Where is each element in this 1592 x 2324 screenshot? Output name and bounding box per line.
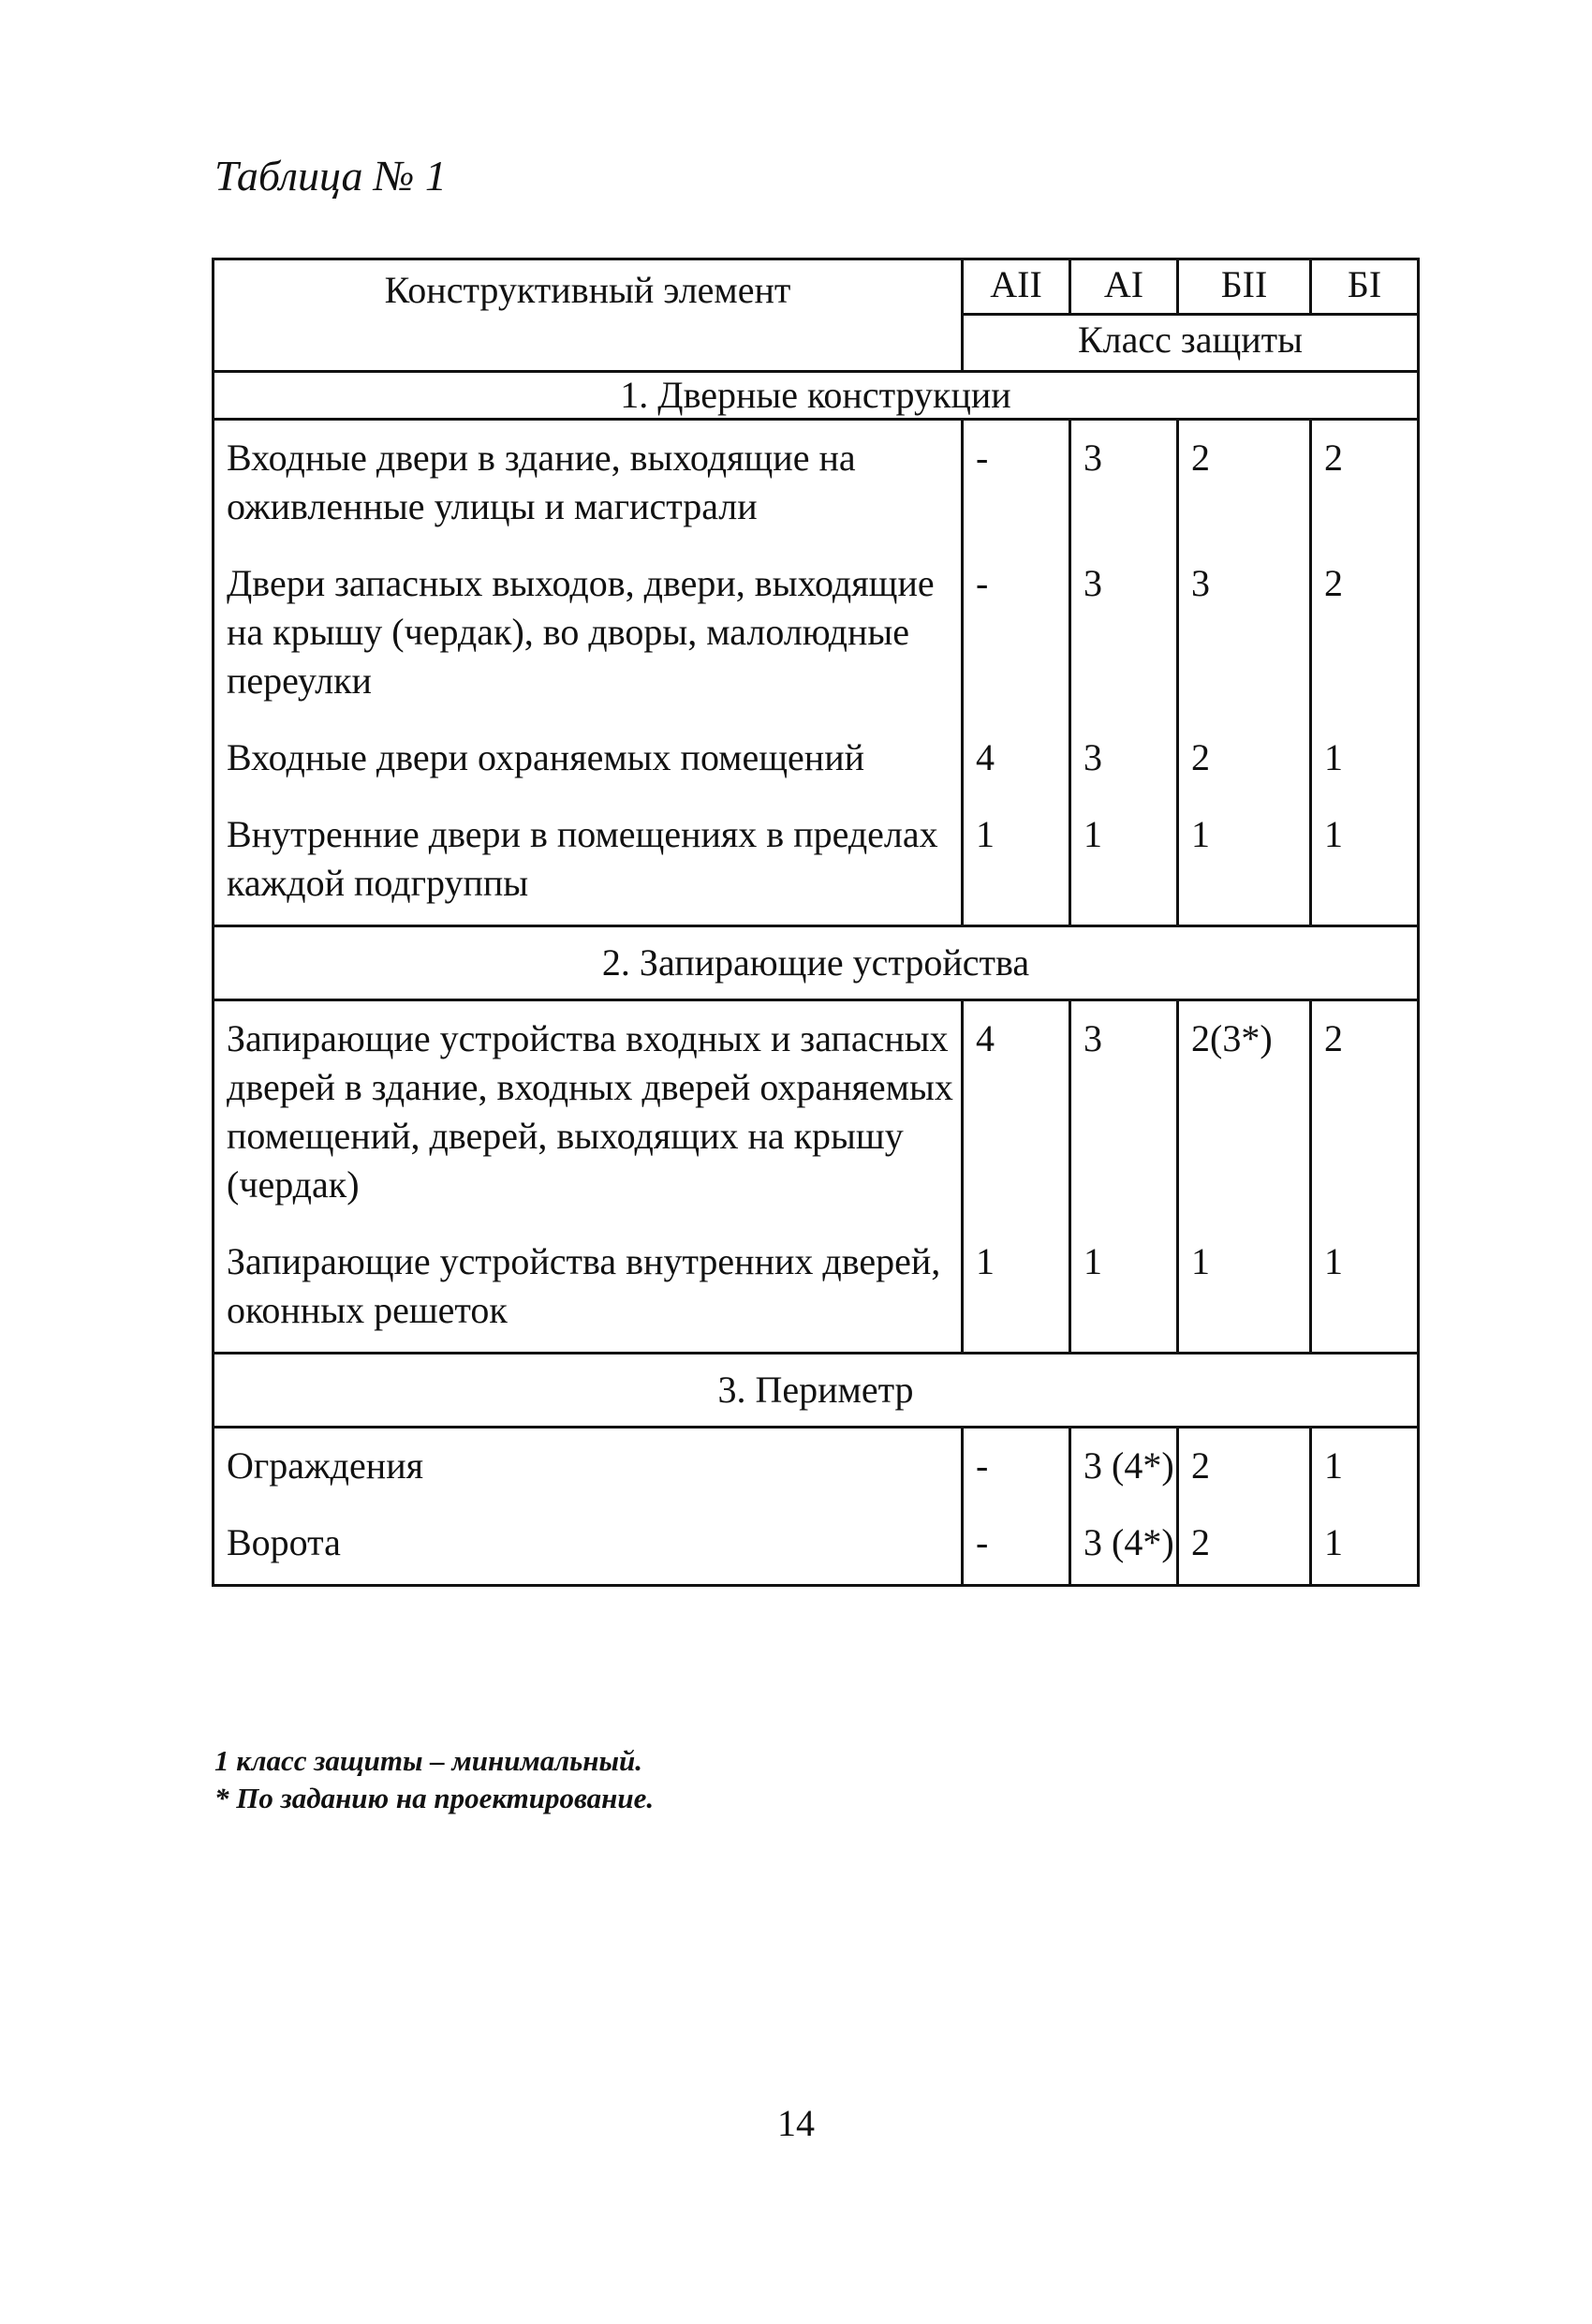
row-value: 3 bbox=[1070, 722, 1178, 799]
row-value: 1 bbox=[1311, 722, 1419, 799]
row-value: 1 bbox=[1311, 1226, 1419, 1354]
row-value: - bbox=[963, 420, 1070, 549]
table-row bbox=[214, 1226, 1419, 1354]
section-title: 1. Дверные конструкции bbox=[620, 374, 1011, 416]
row-value: 3 (4*) bbox=[1070, 1507, 1178, 1586]
footnote: 1 класс защиты – минимальный. bbox=[214, 1744, 642, 1777]
header-class-ai: АI bbox=[1070, 259, 1178, 315]
row-value: 2 bbox=[1311, 548, 1419, 722]
row-element: Ворота bbox=[214, 1507, 963, 1586]
table-row bbox=[214, 722, 1419, 799]
row-value: - bbox=[963, 548, 1070, 722]
table-row bbox=[214, 548, 1419, 722]
table-row bbox=[214, 1507, 1419, 1586]
section-header bbox=[214, 372, 1419, 420]
row-value: 1 bbox=[963, 1226, 1070, 1354]
row-value: 2 bbox=[1178, 420, 1311, 549]
row-value: 1 bbox=[1311, 1428, 1419, 1508]
row-value: - bbox=[963, 1507, 1070, 1586]
header-class-bii: БII bbox=[1178, 259, 1311, 315]
row-value: 2 bbox=[1178, 1428, 1311, 1508]
table-row bbox=[214, 420, 1419, 549]
row-value: 1 bbox=[1070, 1226, 1178, 1354]
section-title: 3. Периметр bbox=[717, 1369, 914, 1411]
header-class-aii: АII bbox=[963, 259, 1070, 315]
protection-class-table bbox=[212, 258, 1420, 1587]
row-value: 1 bbox=[1070, 799, 1178, 926]
row-value: 3 bbox=[1178, 548, 1311, 722]
table-row bbox=[214, 1000, 1419, 1227]
footnotes bbox=[214, 1742, 654, 1817]
row-value: 1 bbox=[1178, 799, 1311, 926]
row-value: 3 bbox=[1070, 420, 1178, 549]
row-value: 3 bbox=[1070, 548, 1178, 722]
row-element: Запирающие устройства входных и запасных дверей в здание, входных дверей охраняемых помещений, дверей, выходящих на крышу (чердак) bbox=[214, 1000, 963, 1227]
row-value: 3 bbox=[1070, 1000, 1178, 1227]
row-value: 2 bbox=[1178, 722, 1311, 799]
section-header bbox=[214, 1354, 1419, 1428]
row-value: 2 bbox=[1178, 1507, 1311, 1586]
row-value: 1 bbox=[1311, 1507, 1419, 1586]
section-title: 2. Запирающие устройства bbox=[601, 941, 1030, 984]
row-value: 1 bbox=[1311, 799, 1419, 926]
row-value: 4 bbox=[963, 1000, 1070, 1227]
footnote: * По заданию на проектирование. bbox=[214, 1782, 655, 1814]
row-element: Внутренние двери в помещениях в пределах каждой подгруппы bbox=[214, 799, 963, 926]
header-protection-class: Класс защиты bbox=[963, 315, 1419, 372]
page-number: 14 bbox=[777, 2102, 815, 2144]
row-value: 1 bbox=[1178, 1226, 1311, 1354]
table-caption: Таблица № 1 bbox=[214, 152, 447, 200]
row-value: 3 (4*) bbox=[1070, 1428, 1178, 1508]
row-element: Входные двери охраняемых помещений bbox=[214, 722, 963, 799]
row-value: - bbox=[963, 1428, 1070, 1508]
header-element: Конструктивный элемент bbox=[214, 259, 963, 372]
header-class-bi: БI bbox=[1311, 259, 1419, 315]
row-value: 2 bbox=[1311, 1000, 1419, 1227]
row-element: Запирающие устройства внутренних дверей, оконных решеток bbox=[214, 1226, 963, 1354]
row-value: 2(3*) bbox=[1178, 1000, 1311, 1227]
row-value: 1 bbox=[963, 799, 1070, 926]
table-row bbox=[214, 1428, 1419, 1508]
row-element: Ограждения bbox=[214, 1428, 963, 1508]
row-value: 2 bbox=[1311, 420, 1419, 549]
row-element: Двери запасных выходов, двери, выходящие на крышу (чердак), во дворы, малолюдные переулки bbox=[214, 548, 963, 722]
table-row bbox=[214, 799, 1419, 926]
row-value: 4 bbox=[963, 722, 1070, 799]
section-header bbox=[214, 926, 1419, 1000]
row-element: Входные двери в здание, выходящие на оживленные улицы и магистрали bbox=[214, 420, 963, 549]
